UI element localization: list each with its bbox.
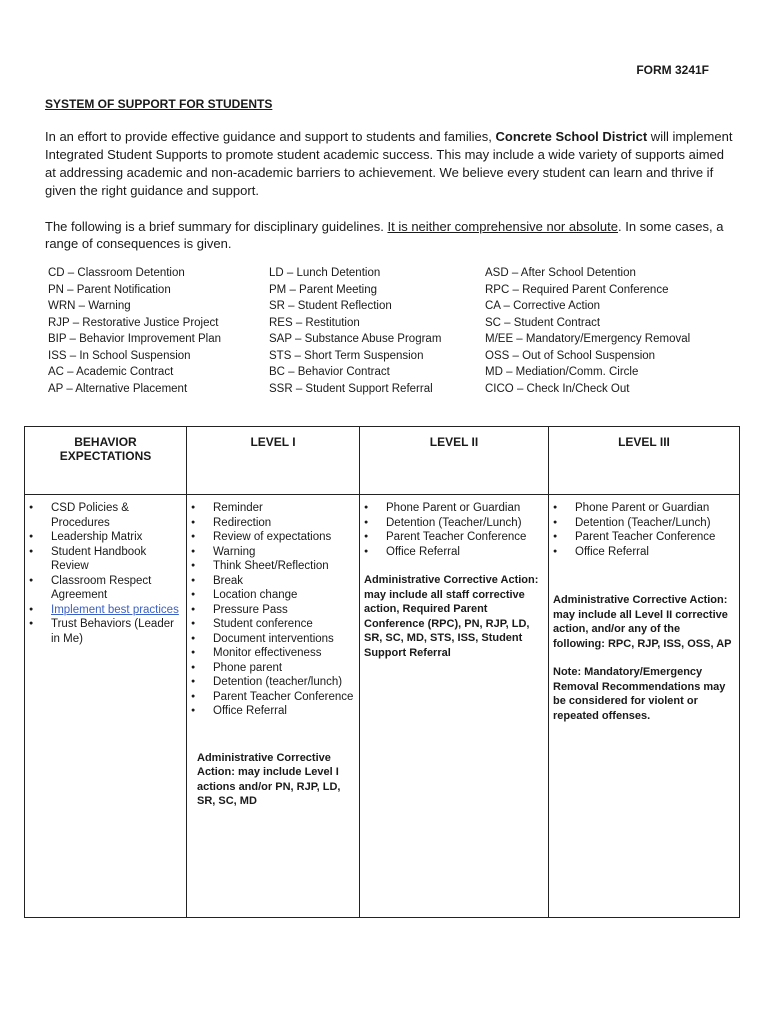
abbreviation-item: ASD – After School Detention xyxy=(485,267,636,279)
abbreviation-item: RPC – Required Parent Conference xyxy=(485,283,669,296)
list-item: ● Office Referral xyxy=(364,545,544,560)
list-item: ● Pressure Pass xyxy=(191,603,355,618)
best-practices-link[interactable]: Implement best practices xyxy=(51,603,179,616)
discipline-table xyxy=(24,426,740,918)
behavior-list xyxy=(29,501,182,646)
level-3-cell xyxy=(549,495,740,918)
abbreviation-item: BC – Behavior Contract xyxy=(269,366,390,378)
summary-paragraph xyxy=(45,218,735,252)
form-number: FORM 3241F xyxy=(636,63,709,77)
list-item xyxy=(29,603,182,618)
list-item: ● Office Referral xyxy=(553,545,735,560)
header-level-3: LEVEL III xyxy=(549,427,740,495)
abbreviation-item: BIP – Behavior Improvement Plan xyxy=(48,333,222,345)
summary-text-1: The following is a brief summary for disciplinary guidelines. xyxy=(45,219,388,234)
level-1-list xyxy=(191,501,355,719)
abbreviation-item: PN – Parent Notification xyxy=(48,283,171,296)
level-2-cell xyxy=(360,495,549,918)
list-item: ● Parent Teacher Conference xyxy=(364,530,544,545)
summary-emphasis: It is neither comprehensive nor absolute xyxy=(387,219,618,234)
level-1-admin-action: Administrative Corrective Action: may include Level I actions and/or PN, RJP, LD, SR, SC, MD xyxy=(197,751,341,807)
list-item: ● Warning xyxy=(191,545,355,560)
abbreviation-item: AC – Academic Contract xyxy=(48,366,174,378)
list-item: ● Reminder xyxy=(191,501,355,516)
list-item: ● Detention (Teacher/Lunch) xyxy=(553,516,735,531)
list-item: ● Student Handbook Review xyxy=(29,545,182,574)
abbreviation-item: CA – Corrective Action xyxy=(485,300,601,312)
abbreviation-item: WRN – Warning xyxy=(48,300,131,312)
abbreviation-item: SR – Student Reflection xyxy=(269,300,392,312)
abbreviation-column-1 xyxy=(48,265,221,397)
list-item: ● Phone Parent or Guardian xyxy=(364,501,544,516)
list-item: ● Redirection xyxy=(191,516,355,531)
list-item: ● CSD Policies & Procedures xyxy=(29,501,182,530)
level-3-note: Note: Mandatory/Emergency Removal Recommendations may be considered for violent or repeated offenses. xyxy=(553,666,726,722)
abbreviation-item: PM – Parent Meeting xyxy=(269,283,378,296)
abbreviation-item: SAP – Substance Abuse Program xyxy=(269,333,442,345)
level-2-list xyxy=(364,501,544,559)
list-item: ● Phone parent xyxy=(191,661,355,676)
abbreviation-column-2 xyxy=(269,265,441,397)
header-behavior-expectations: BEHAVIOR EXPECTATIONS xyxy=(25,427,187,495)
level-3-list xyxy=(553,501,735,559)
abbreviation-item: RJP – Restorative Justice Project xyxy=(48,316,219,329)
abbreviation-item: CD – Classroom Detention xyxy=(48,267,185,279)
list-item: ● Parent Teacher Conference xyxy=(553,530,735,545)
list-item: ● Student conference xyxy=(191,617,355,632)
page-title: SYSTEM OF SUPPORT FOR STUDENTS xyxy=(45,97,273,111)
abbreviation-item: ISS – In School Suspension xyxy=(48,349,191,362)
level-3-admin-action: Administrative Corrective Action: may include all Level II corrective action, and/or any of the following: RPC, RJP, ISS, OSS, AP xyxy=(553,594,732,650)
intro-paragraph xyxy=(45,128,735,200)
list-item: ● Phone Parent or Guardian xyxy=(553,501,735,516)
header-level-1: LEVEL I xyxy=(187,427,360,495)
list-item: ● Review of expectations xyxy=(191,530,355,545)
list-item: ● Location change xyxy=(191,588,355,603)
abbreviation-item: LD – Lunch Detention xyxy=(269,267,381,279)
intro-text-2: will implement Integrated Student Supports to promote student academic success. This may include a wide variety of supports aimed at addressing academic and non-academic barriers to achievement. We believe every student can learn and thrive if given the right guidance and support. xyxy=(45,129,733,198)
abbreviation-item: SSR – Student Support Referral xyxy=(269,382,433,395)
level-1-cell xyxy=(187,495,360,918)
abbreviation-item: SC – Student Contract xyxy=(485,316,601,329)
list-item: ● Monitor effectiveness xyxy=(191,646,355,661)
list-item: ● Detention (Teacher/Lunch) xyxy=(364,516,544,531)
abbreviation-item: CICO – Check In/Check Out xyxy=(485,382,630,395)
abbreviation-item: RES – Restitution xyxy=(269,316,360,329)
abbreviation-item: M/EE – Mandatory/Emergency Removal xyxy=(485,333,691,345)
header-level-2: LEVEL II xyxy=(360,427,549,495)
district-name: Concrete School District xyxy=(495,129,648,144)
abbreviation-item: STS – Short Term Suspension xyxy=(269,349,424,362)
list-item: ● Parent Teacher Conference xyxy=(191,690,355,705)
abbreviation-item: MD – Mediation/Comm. Circle xyxy=(485,366,639,378)
list-item: ● Break xyxy=(191,574,355,589)
list-item: ● Document interventions xyxy=(191,632,355,647)
list-item: ● Think Sheet/Reflection xyxy=(191,559,355,574)
abbreviation-column-3 xyxy=(485,265,690,397)
list-item: ● Office Referral xyxy=(191,704,355,719)
intro-text-1: In an effort to provide effective guidance and support to students and families, xyxy=(45,129,496,144)
abbreviation-item: OSS – Out of School Suspension xyxy=(485,349,656,362)
abbreviation-item: AP – Alternative Placement xyxy=(48,382,188,395)
list-item: ● Leadership Matrix xyxy=(29,530,182,545)
behavior-expectations-cell xyxy=(25,495,187,918)
list-item: ● Detention (teacher/lunch) xyxy=(191,675,355,690)
list-item: ● Classroom Respect Agreement xyxy=(29,574,182,603)
list-item: ● Trust Behaviors (Leader in Me) xyxy=(29,617,182,646)
level-2-admin-action: Administrative Corrective Action: may include all staff corrective action, Required Parent Conference (RPC), PN, RJP, LD, SR, SC, MD, STS, ISS, Student Support Referral xyxy=(364,574,539,659)
summary-text-2: . In some cases, a range of consequences is given. xyxy=(45,219,724,251)
